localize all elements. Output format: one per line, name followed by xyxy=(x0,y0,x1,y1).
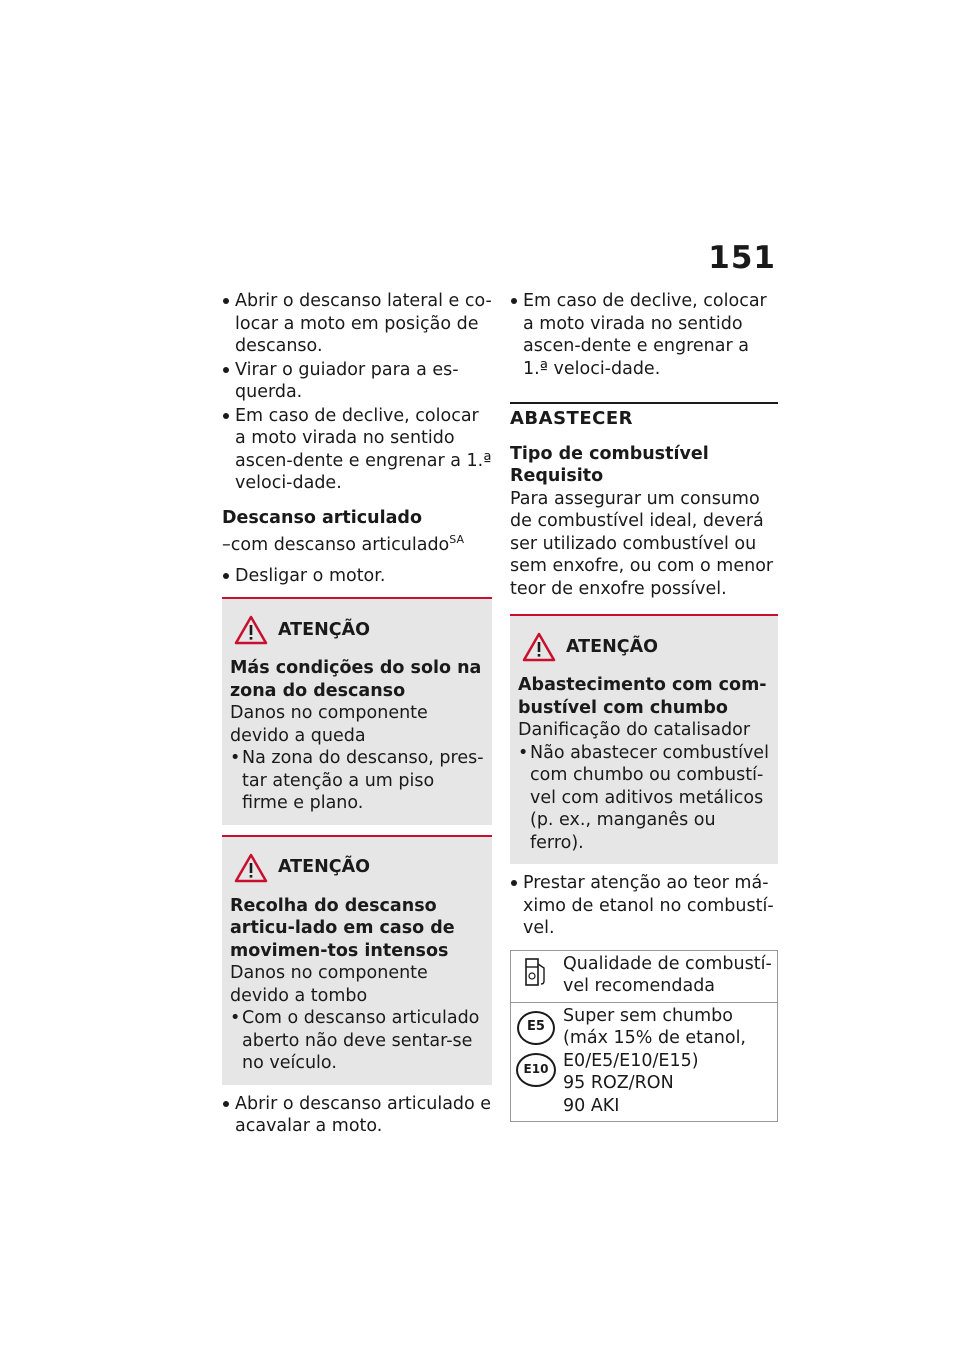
warning-text: Danos no componente devido a tombo xyxy=(230,963,428,1006)
fuel-pump-icon xyxy=(523,955,549,989)
list-item: Em caso de declive, colocar a moto virada no sentido ascen-dente e engrenar a 1.ª veloci-dade. xyxy=(222,405,492,495)
paragraph: Para assegurar um consumo de combustível ideal, deverá ser utilizado combustível ou sem enxofre, ou com o menor teor de enxofre possível. xyxy=(510,488,774,599)
table-row xyxy=(511,951,777,1002)
bullet-icon xyxy=(223,1101,229,1107)
list-item: Virar o guiador para a es-querda. xyxy=(222,359,492,404)
fuel-table xyxy=(510,950,778,1123)
warning-header xyxy=(518,632,770,662)
fuel-spec: Super sem chumbo (máx 15% de etanol, E0/E5/E10/E15) 95 ROZ/RON 90 AKI xyxy=(563,1005,746,1116)
bullet-icon xyxy=(223,298,229,304)
warning-triangle-icon xyxy=(234,615,268,645)
warning-box xyxy=(222,835,492,1085)
warning-heading: Recolha do descanso articu-lado em caso de movimen-tos intensos xyxy=(230,895,455,961)
table-row xyxy=(511,1002,777,1122)
requirement-label: Requisito xyxy=(510,466,604,486)
warning-label: ATENÇÃO xyxy=(278,857,370,878)
warning-label: ATENÇÃO xyxy=(566,636,658,657)
right-column xyxy=(510,290,778,1122)
warning-triangle-icon xyxy=(234,853,268,883)
option-code: SA xyxy=(449,533,464,546)
e10-badge-icon: E10 xyxy=(516,1053,556,1087)
section-title: Descanso articulado xyxy=(222,507,422,528)
warning-header xyxy=(230,853,484,883)
list-item: Desligar o motor. xyxy=(222,565,492,588)
warning-triangle-icon xyxy=(522,632,556,662)
warning-label: ATENÇÃO xyxy=(278,619,370,640)
bullet-icon xyxy=(223,367,229,373)
warning-heading: Abastecimento com com-bustível com chumbo xyxy=(518,675,767,718)
warning-item: • Na zona do descanso, pres-tar atenção a um piso firme e plano. xyxy=(230,747,484,815)
subsection-title: Tipo de combustível xyxy=(510,443,709,464)
warning-heading: Más condições do solo na zona do descanso xyxy=(230,658,482,701)
warning-item: • Com o descanso articulado aberto não deve sentar-se no veículo. xyxy=(230,1007,484,1075)
list-item: Prestar atenção ao teor má-ximo de etanol no combustí-vel. xyxy=(510,872,778,940)
warning-header xyxy=(230,615,484,645)
list-item: Abrir o descanso lateral e co-locar a moto em posição de descanso. xyxy=(222,290,492,358)
warning-box xyxy=(510,614,778,864)
warning-box xyxy=(222,597,492,825)
section-title: ABASTECER xyxy=(510,408,633,429)
left-column xyxy=(222,290,492,1139)
bullet-icon xyxy=(223,413,229,419)
bullet-icon xyxy=(511,880,517,886)
section-subtitle: –com descanso articulado$^{SA}$ xyxy=(222,533,464,555)
bullet-icon xyxy=(223,573,229,579)
warning-text: Danificação do catalisador xyxy=(518,720,751,740)
fuel-quality-label: Qualidade de combustí-vel recomendada xyxy=(563,953,772,996)
list-item: Em caso de declive, colocar a moto virada no sentido ascen-dente e engrenar a 1.ª veloci-dade. xyxy=(510,290,778,380)
list-item: Abrir o descanso articulado e acavalar a moto. xyxy=(222,1093,492,1138)
section-divider xyxy=(510,402,778,404)
page-number: 151 xyxy=(708,240,776,276)
bullet-icon xyxy=(511,298,517,304)
fuel-pump-cell xyxy=(511,951,561,1002)
warning-text: Danos no componente devido a queda xyxy=(230,703,428,746)
e5-badge-icon: E5 xyxy=(517,1011,555,1045)
fuel-badges-cell xyxy=(511,1003,561,1122)
warning-item: • Não abastecer combustível com chumbo ou combustí-vel com aditivos metálicos (p. ex., manganês ou ferro). xyxy=(518,742,770,855)
